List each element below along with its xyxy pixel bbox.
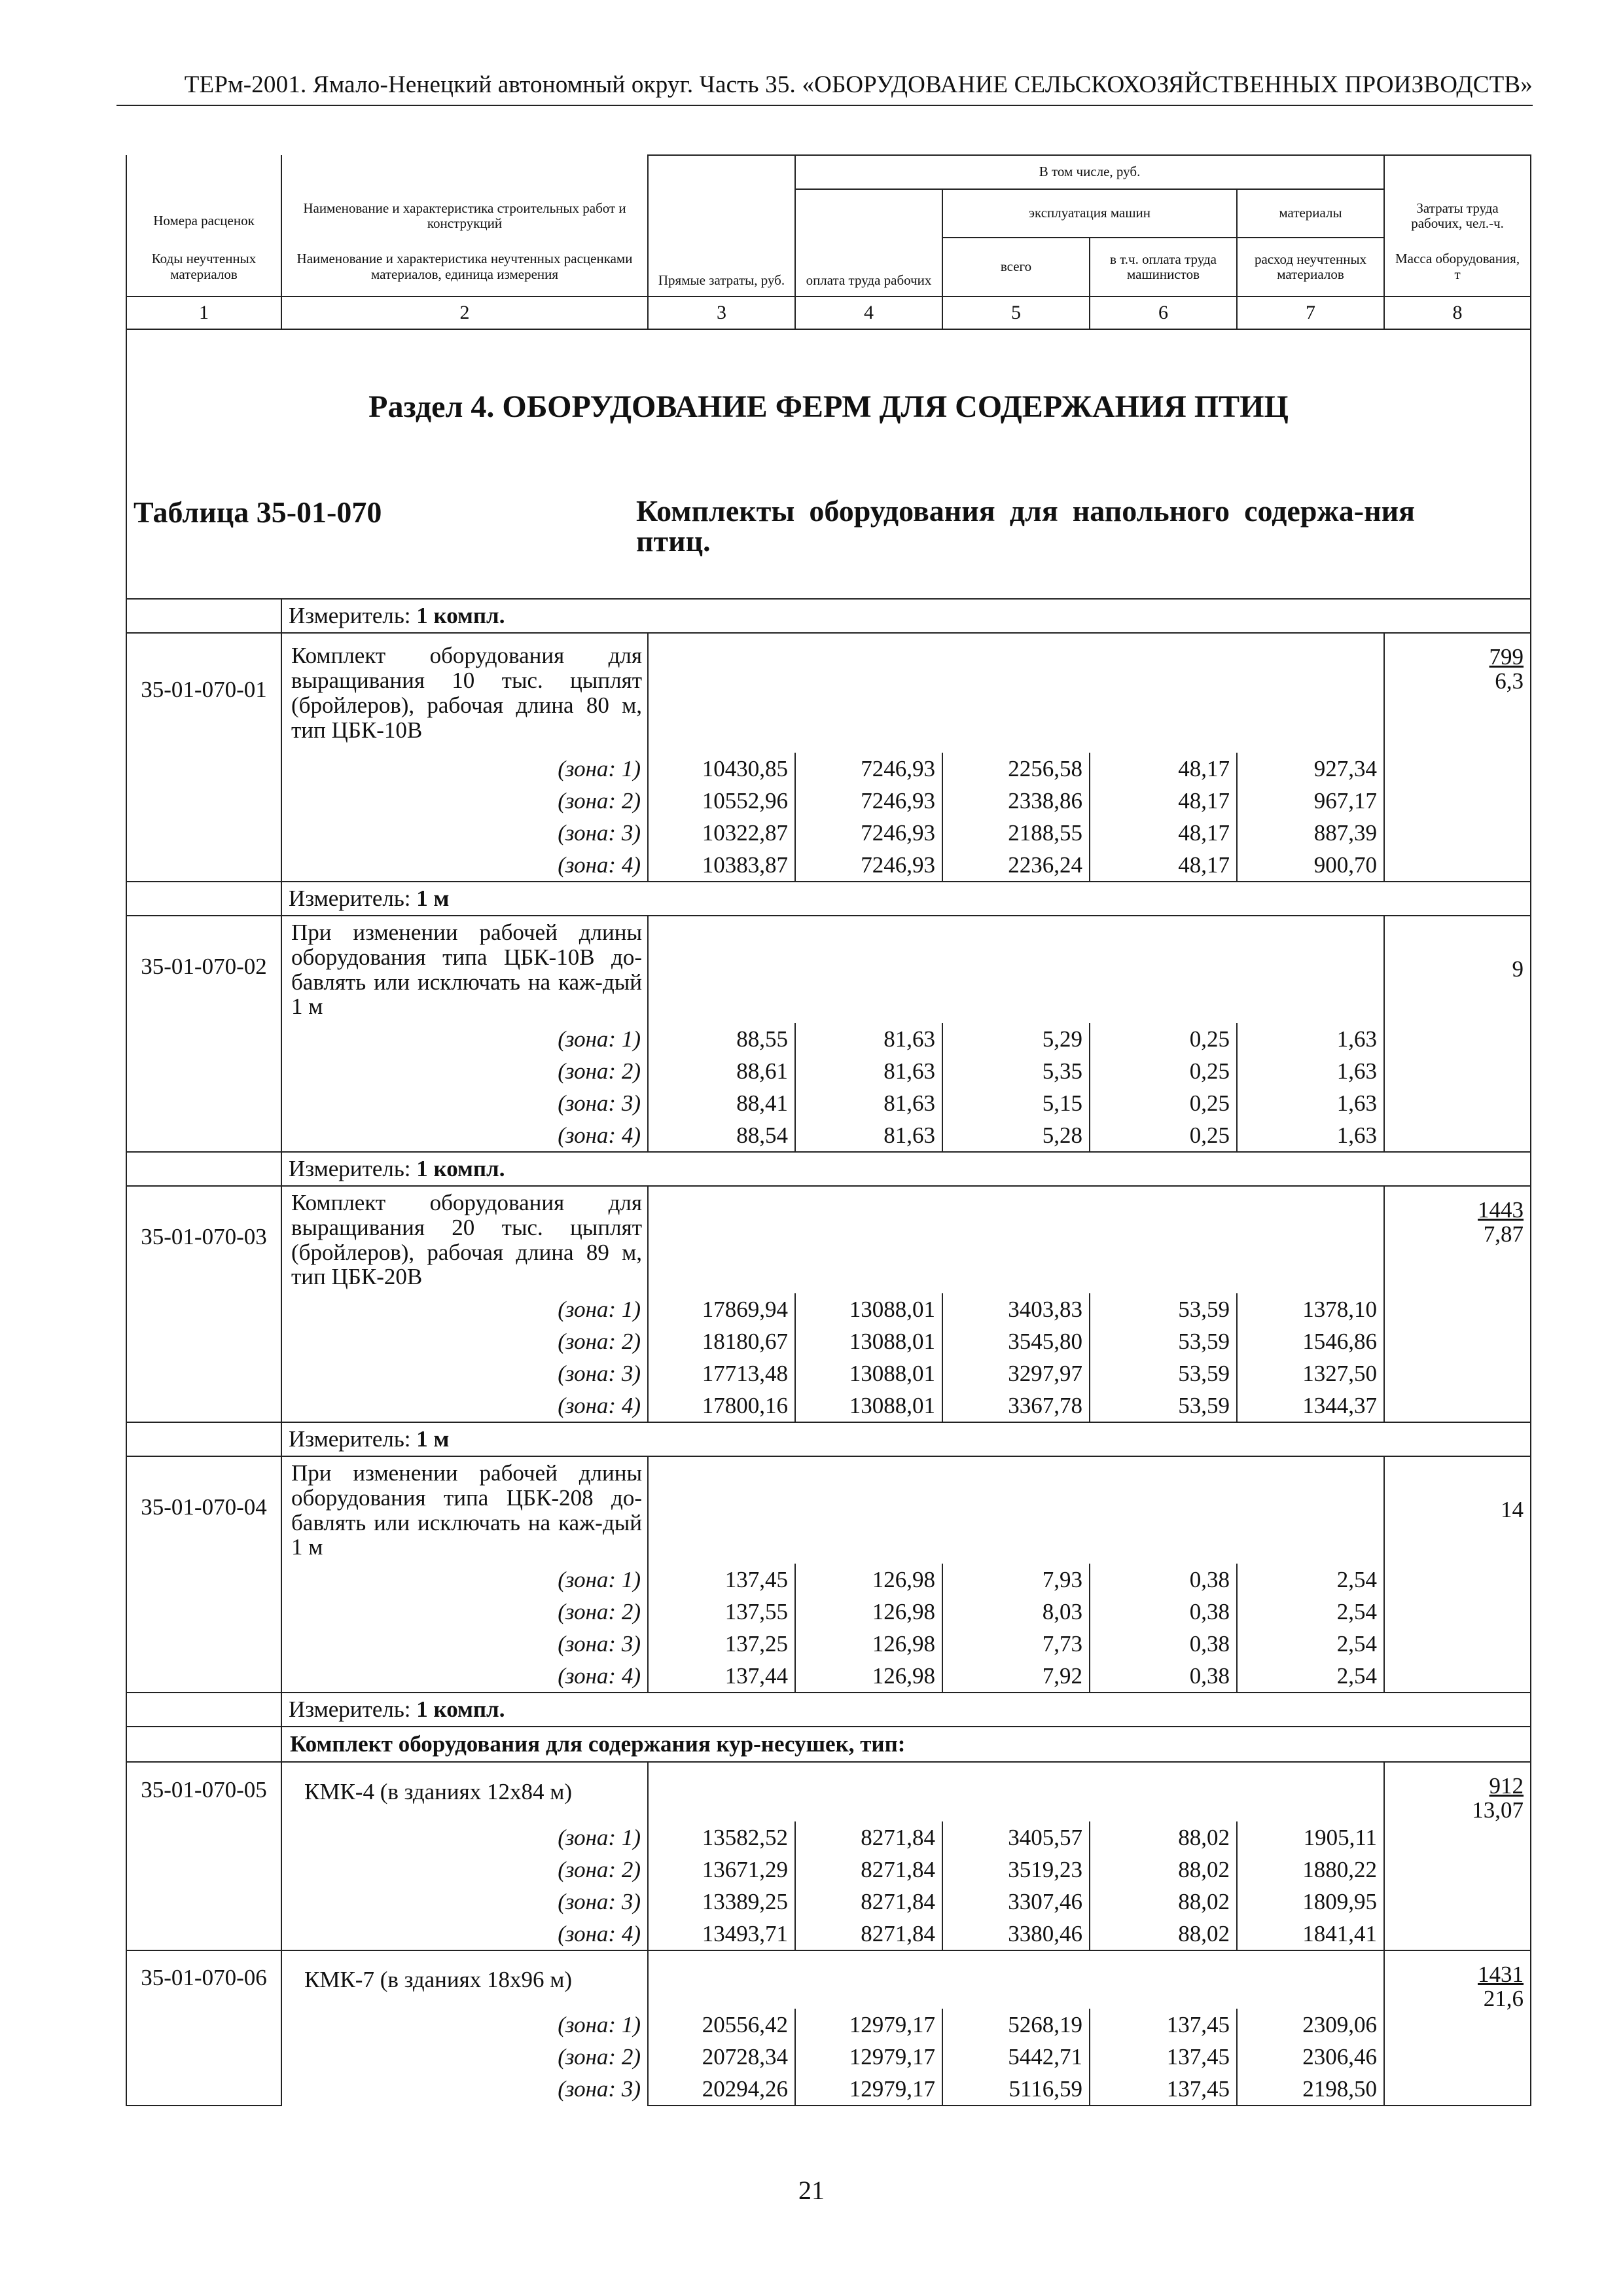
- zone-value: 2,54: [1237, 1660, 1384, 1693]
- group-heading-row: [126, 1727, 1531, 1762]
- zone-value: 7,73: [942, 1628, 1090, 1660]
- zone-value: 126,98: [795, 1660, 942, 1693]
- zone-value: 0,25: [1090, 1055, 1237, 1087]
- meter-cell: [281, 599, 1531, 633]
- zone-value: 2306,46: [1237, 2041, 1384, 2073]
- col-number: 8: [1384, 296, 1531, 329]
- zone-value: 12979,17: [795, 2041, 942, 2073]
- mass-cell: [1384, 1762, 1531, 1950]
- rate-code: 35-01-070-01: [126, 633, 281, 882]
- zone-value: 3380,46: [942, 1918, 1090, 1950]
- zone-value: 7,92: [942, 1660, 1090, 1693]
- zone-value: 20294,26: [648, 2073, 795, 2106]
- zone-value: 88,41: [648, 1087, 795, 1119]
- zone-value: 137,45: [1090, 2041, 1237, 2073]
- zone-value: 126,98: [795, 1628, 942, 1660]
- zone-value: 81,63: [795, 1087, 942, 1119]
- rate-code: 35-01-070-02: [126, 916, 281, 1152]
- zone-label: (зона: 1): [281, 1293, 648, 1325]
- zone-value: 53,59: [1090, 1357, 1237, 1390]
- meter-value: 1 компл.: [416, 1156, 505, 1182]
- col6-header: в т.ч. оплата труда машинистов: [1090, 238, 1237, 296]
- zone-value: 7246,93: [795, 849, 942, 882]
- zone-value: 3403,83: [942, 1293, 1090, 1325]
- rate-name: Комплект оборудования для выращивания 10 тыс. цыплят (бройлеров), рабочая длина 80 м, тип ЦБК-10В: [281, 633, 648, 753]
- zone-value: 10322,87: [648, 817, 795, 849]
- mass-cell: [1384, 1456, 1531, 1693]
- zone-value: 1880,22: [1237, 1854, 1384, 1886]
- running-header: ТЕРм-2001. Ямало-Ненецкий автономный округ. Часть 35. «ОБОРУДОВАНИЕ СЕЛЬСКОХОЗЯЙСТВЕННЫХ ПРОИЗВОДСТВ»: [184, 71, 1533, 98]
- meter-cell: [281, 882, 1531, 916]
- col1-top-header: Номера расценок: [126, 155, 281, 238]
- rate-code: 35-01-070-04: [126, 1456, 281, 1693]
- zone-value: 5116,59: [942, 2073, 1090, 2106]
- zone-label: (зона: 2): [281, 1325, 648, 1357]
- meter-prefix: Измеритель:: [289, 1426, 411, 1452]
- zone-row: [126, 1821, 1531, 1854]
- meter-cell: [281, 1152, 1531, 1186]
- zone-row: [126, 2073, 1531, 2106]
- zone-value: 8271,84: [795, 1821, 942, 1854]
- zone-value: 0,38: [1090, 1564, 1237, 1596]
- zone-value: 137,45: [648, 1564, 795, 1596]
- zone-value: 18180,67: [648, 1325, 795, 1357]
- zone-value: 88,02: [1090, 1918, 1237, 1950]
- labor-value: 912: [1489, 1773, 1524, 1799]
- zone-label: (зона: 1): [281, 1564, 648, 1596]
- zone-value: 2309,06: [1237, 2009, 1384, 2041]
- table-caption: Комплекты оборудования для напольного содержа-ния птиц.: [636, 493, 1415, 558]
- zone-value: 88,02: [1090, 1854, 1237, 1886]
- col-number: 1: [126, 296, 281, 329]
- zone-row: [126, 1918, 1531, 1950]
- col-number: 7: [1237, 296, 1384, 329]
- col2-bottom-header: Наименование и характеристика неучтенных расценками материалов, единица измерения: [281, 238, 648, 296]
- zone-value: 88,54: [648, 1119, 795, 1152]
- mass-value: 21,6: [1483, 1985, 1524, 2011]
- zone-label: (зона: 3): [281, 1886, 648, 1918]
- zone-value: 7,93: [942, 1564, 1090, 1596]
- zone-value: 137,45: [1090, 2073, 1237, 2106]
- zone-value: 2,54: [1237, 1564, 1384, 1596]
- meter-prefix: Измеритель:: [289, 1696, 411, 1723]
- including-header: В том числе, руб.: [795, 155, 1384, 189]
- mass-cell: [1384, 633, 1531, 882]
- col-number: 6: [1090, 296, 1237, 329]
- zone-row: [126, 1660, 1531, 1693]
- zone-value: 8,03: [942, 1596, 1090, 1628]
- labor-value: 1443: [1478, 1197, 1524, 1223]
- zone-row: [126, 849, 1531, 882]
- zone-value: 12979,17: [795, 2009, 942, 2041]
- header-rule: [116, 105, 1533, 106]
- zone-value: 5,28: [942, 1119, 1090, 1152]
- zone-row: [126, 2009, 1531, 2041]
- zone-value: 13582,52: [648, 1821, 795, 1854]
- materials-header: материалы: [1237, 189, 1384, 238]
- col5-header: всего: [942, 238, 1090, 296]
- zone-value: 1,63: [1237, 1023, 1384, 1055]
- rate-code: 35-01-070-05: [126, 1762, 281, 1950]
- zone-value: 3545,80: [942, 1325, 1090, 1357]
- labor-mass-fraction: [1489, 645, 1524, 694]
- zone-value: 5268,19: [942, 2009, 1090, 2041]
- zone-value: 13088,01: [795, 1390, 942, 1422]
- zone-value: 5442,71: [942, 2041, 1090, 2073]
- zone-label: (зона: 4): [281, 1119, 648, 1152]
- zone-row: [126, 1596, 1531, 1628]
- zone-label: (зона: 2): [281, 1854, 648, 1886]
- zone-value: 0,25: [1090, 1087, 1237, 1119]
- col1-bottom-header: Коды неучтенных материалов: [126, 238, 281, 296]
- zone-value: 17713,48: [648, 1357, 795, 1390]
- zone-value: 81,63: [795, 1023, 942, 1055]
- labor-mass-fraction: [1472, 1774, 1524, 1823]
- meter-row: [126, 1693, 1531, 1727]
- col-number: 2: [281, 296, 648, 329]
- meter-row: [126, 599, 1531, 633]
- zone-label: (зона: 4): [281, 1390, 648, 1422]
- zone-label: (зона: 4): [281, 1660, 648, 1693]
- zone-label: (зона: 3): [281, 1087, 648, 1119]
- zone-value: 2188,55: [942, 817, 1090, 849]
- zone-value: 7246,93: [795, 817, 942, 849]
- zone-value: 20556,42: [648, 2009, 795, 2041]
- zone-label: (зона: 2): [281, 785, 648, 817]
- zone-value: 88,55: [648, 1023, 795, 1055]
- table-label: Таблица 35-01-070: [134, 495, 382, 529]
- zone-value: 1841,41: [1237, 1918, 1384, 1950]
- zone-value: 20728,34: [648, 2041, 795, 2073]
- zone-label: (зона: 2): [281, 2041, 648, 2073]
- rate-row: [126, 1456, 1531, 1564]
- zone-value: 0,38: [1090, 1628, 1237, 1660]
- zone-row: [126, 1564, 1531, 1596]
- zone-label: (зона: 2): [281, 1596, 648, 1628]
- estimate-table: [126, 154, 1531, 2106]
- zone-row: [126, 1357, 1531, 1390]
- zone-value: 81,63: [795, 1055, 942, 1087]
- zone-value: 5,15: [942, 1087, 1090, 1119]
- rate-code: 35-01-070-03: [126, 1186, 281, 1422]
- zone-value: 48,17: [1090, 817, 1237, 849]
- zone-label: (зона: 4): [281, 849, 648, 882]
- meter-prefix: Измеритель:: [289, 1156, 411, 1182]
- zone-row: [126, 1087, 1531, 1119]
- zone-value: 13088,01: [795, 1293, 942, 1325]
- zone-value: 1378,10: [1237, 1293, 1384, 1325]
- col-number: 5: [942, 296, 1090, 329]
- zone-value: 0,38: [1090, 1660, 1237, 1693]
- rate-name: При изменении рабочей длины оборудования типа ЦБК-10В до-бавлять или исключать на каж-дый 1 м: [281, 916, 648, 1023]
- zone-value: 3307,46: [942, 1886, 1090, 1918]
- zone-value: 126,98: [795, 1564, 942, 1596]
- section-block: [126, 329, 1531, 599]
- zone-value: 7246,93: [795, 785, 942, 817]
- zone-value: 10383,87: [648, 849, 795, 882]
- zone-value: 1,63: [1237, 1119, 1384, 1152]
- zone-value: 2256,58: [942, 753, 1090, 785]
- zone-label: (зона: 4): [281, 1918, 648, 1950]
- zone-value: 8271,84: [795, 1918, 942, 1950]
- zone-value: 137,44: [648, 1660, 795, 1693]
- zone-label: (зона: 3): [281, 817, 648, 849]
- zone-row: [126, 1628, 1531, 1660]
- zone-value: 900,70: [1237, 849, 1384, 882]
- zone-value: 0,38: [1090, 1596, 1237, 1628]
- meter-row: [126, 1152, 1531, 1186]
- zone-label: (зона: 1): [281, 753, 648, 785]
- zone-value: 12979,17: [795, 2073, 942, 2106]
- col3-header: Прямые затраты, руб.: [648, 155, 795, 296]
- zone-value: 927,34: [1237, 753, 1384, 785]
- zone-row: [126, 1023, 1531, 1055]
- section-title: Раздел 4. ОБОРУДОВАНИЕ ФЕРМ ДЛЯ СОДЕРЖАНИЯ ПТИЦ: [368, 389, 1289, 424]
- col4-header: оплата труда рабочих: [795, 189, 942, 296]
- zone-row: [126, 1055, 1531, 1087]
- rate-row: [126, 1762, 1531, 1821]
- labor-mass-fraction: [1478, 1963, 1524, 2011]
- meter-cell: [281, 1693, 1531, 1727]
- zone-row: [126, 1325, 1531, 1357]
- zone-value: 126,98: [795, 1596, 942, 1628]
- mass-value: 13,07: [1472, 1797, 1524, 1823]
- zone-label: (зона: 3): [281, 2073, 648, 2106]
- rate-row: [126, 1950, 1531, 2009]
- zone-value: 1,63: [1237, 1055, 1384, 1087]
- meter-cell: [281, 1422, 1531, 1456]
- meter-prefix: Измеритель:: [289, 886, 411, 912]
- col8-top-header: Затраты труда рабочих, чел.-ч.: [1384, 155, 1531, 238]
- mass-value: 6,3: [1495, 668, 1524, 694]
- zone-row: [126, 1119, 1531, 1152]
- zone-label: (зона: 1): [281, 1821, 648, 1854]
- rate-code: 35-01-070-06: [126, 1950, 281, 2106]
- zone-value: 1546,86: [1237, 1325, 1384, 1357]
- zone-value: 48,17: [1090, 849, 1237, 882]
- labor-mass-fraction: [1478, 1198, 1524, 1247]
- zone-value: 17869,94: [648, 1293, 795, 1325]
- rate-name: КМК-4 (в зданиях 12х84 м): [281, 1762, 648, 1821]
- rate-row: [126, 633, 1531, 753]
- zone-value: 88,61: [648, 1055, 795, 1087]
- col2-top-header: Наименование и характеристика строительных работ и конструкций: [281, 155, 648, 238]
- zone-value: 53,59: [1090, 1325, 1237, 1357]
- zone-value: 1327,50: [1237, 1357, 1384, 1390]
- labor-value: 1431: [1478, 1962, 1524, 1987]
- zone-value: 13493,71: [648, 1918, 795, 1950]
- zone-value: 3519,23: [942, 1854, 1090, 1886]
- mass-cell: [1384, 1950, 1531, 2106]
- zone-value: 3405,57: [942, 1821, 1090, 1854]
- zone-value: 13088,01: [795, 1325, 942, 1357]
- col-number: 3: [648, 296, 795, 329]
- col-number: 4: [795, 296, 942, 329]
- zone-row: [126, 1390, 1531, 1422]
- zone-value: 2236,24: [942, 849, 1090, 882]
- mass-cell: [1384, 916, 1531, 1152]
- zone-value: 13671,29: [648, 1854, 795, 1886]
- mass-value: 7,87: [1483, 1221, 1524, 1247]
- rate-name: При изменении рабочей длины оборудования типа ЦБК-208 до-бавлять или исключать на каж-дый 1 м: [281, 1456, 648, 1564]
- zone-value: 1,63: [1237, 1087, 1384, 1119]
- rate-name: Комплект оборудования для выращивания 20 тыс. цыплят (бройлеров), рабочая длина 89 м, тип ЦБК-20В: [281, 1186, 648, 1293]
- zone-row: [126, 1293, 1531, 1325]
- mass-cell: [1384, 1186, 1531, 1422]
- meter-value: 1 компл.: [416, 603, 505, 629]
- meter-prefix: Измеритель:: [289, 603, 411, 629]
- zone-label: (зона: 3): [281, 1628, 648, 1660]
- zone-value: 53,59: [1090, 1390, 1237, 1422]
- zone-label: (зона: 3): [281, 1357, 648, 1390]
- rate-name: КМК-7 (в зданиях 18х96 м): [281, 1950, 648, 2009]
- zone-value: 3367,78: [942, 1390, 1090, 1422]
- labor-value: 799: [1489, 644, 1524, 670]
- zone-row: [126, 1886, 1531, 1918]
- zone-value: 13088,01: [795, 1357, 942, 1390]
- meter-row: [126, 1422, 1531, 1456]
- rate-row: [126, 916, 1531, 1023]
- zone-value: 10552,96: [648, 785, 795, 817]
- zone-value: 7246,93: [795, 753, 942, 785]
- zone-row: [126, 2041, 1531, 2073]
- zone-value: 17800,16: [648, 1390, 795, 1422]
- zone-value: 48,17: [1090, 785, 1237, 817]
- rate-row: [126, 1186, 1531, 1293]
- zone-value: 2,54: [1237, 1628, 1384, 1660]
- group-heading: Комплект оборудования для содержания кур-несушек, тип:: [281, 1727, 1531, 1762]
- zone-value: 0,25: [1090, 1119, 1237, 1152]
- zone-value: 2,54: [1237, 1596, 1384, 1628]
- zone-value: 5,35: [942, 1055, 1090, 1087]
- machines-header: эксплуатация машин: [942, 189, 1237, 238]
- zone-value: 48,17: [1090, 753, 1237, 785]
- zone-row: [126, 753, 1531, 785]
- page-number: 21: [798, 2176, 825, 2205]
- zone-value: 1344,37: [1237, 1390, 1384, 1422]
- zone-value: 8271,84: [795, 1854, 942, 1886]
- zone-value: 88,02: [1090, 1821, 1237, 1854]
- zone-value: 3297,97: [942, 1357, 1090, 1390]
- col8-bottom-header: Масса оборудования, т: [1384, 238, 1531, 296]
- zone-value: 2338,86: [942, 785, 1090, 817]
- zone-value: 81,63: [795, 1119, 942, 1152]
- zone-value: 137,45: [1090, 2009, 1237, 2041]
- labor-value: 9: [1512, 956, 1524, 982]
- zone-row: [126, 785, 1531, 817]
- zone-label: (зона: 2): [281, 1055, 648, 1087]
- zone-value: 8271,84: [795, 1886, 942, 1918]
- zone-value: 1809,95: [1237, 1886, 1384, 1918]
- zone-label: (зона: 1): [281, 1023, 648, 1055]
- zone-value: 137,55: [648, 1596, 795, 1628]
- zone-value: 10430,85: [648, 753, 795, 785]
- zone-value: 13389,25: [648, 1886, 795, 1918]
- zone-value: 0,25: [1090, 1023, 1237, 1055]
- zone-value: 137,25: [648, 1628, 795, 1660]
- meter-value: 1 м: [416, 886, 450, 912]
- zone-value: 5,29: [942, 1023, 1090, 1055]
- zone-row: [126, 1854, 1531, 1886]
- col7-header: расход неучтенных материалов: [1237, 238, 1384, 296]
- meter-row: [126, 882, 1531, 916]
- zone-value: 887,39: [1237, 817, 1384, 849]
- labor-value: 14: [1501, 1497, 1524, 1522]
- zone-row: [126, 817, 1531, 849]
- meter-value: 1 м: [416, 1426, 450, 1452]
- zone-value: 88,02: [1090, 1886, 1237, 1918]
- meter-value: 1 компл.: [416, 1696, 505, 1723]
- zone-label: (зона: 1): [281, 2009, 648, 2041]
- zone-value: 2198,50: [1237, 2073, 1384, 2106]
- zone-value: 53,59: [1090, 1293, 1237, 1325]
- zone-value: 967,17: [1237, 785, 1384, 817]
- zone-value: 1905,11: [1237, 1821, 1384, 1854]
